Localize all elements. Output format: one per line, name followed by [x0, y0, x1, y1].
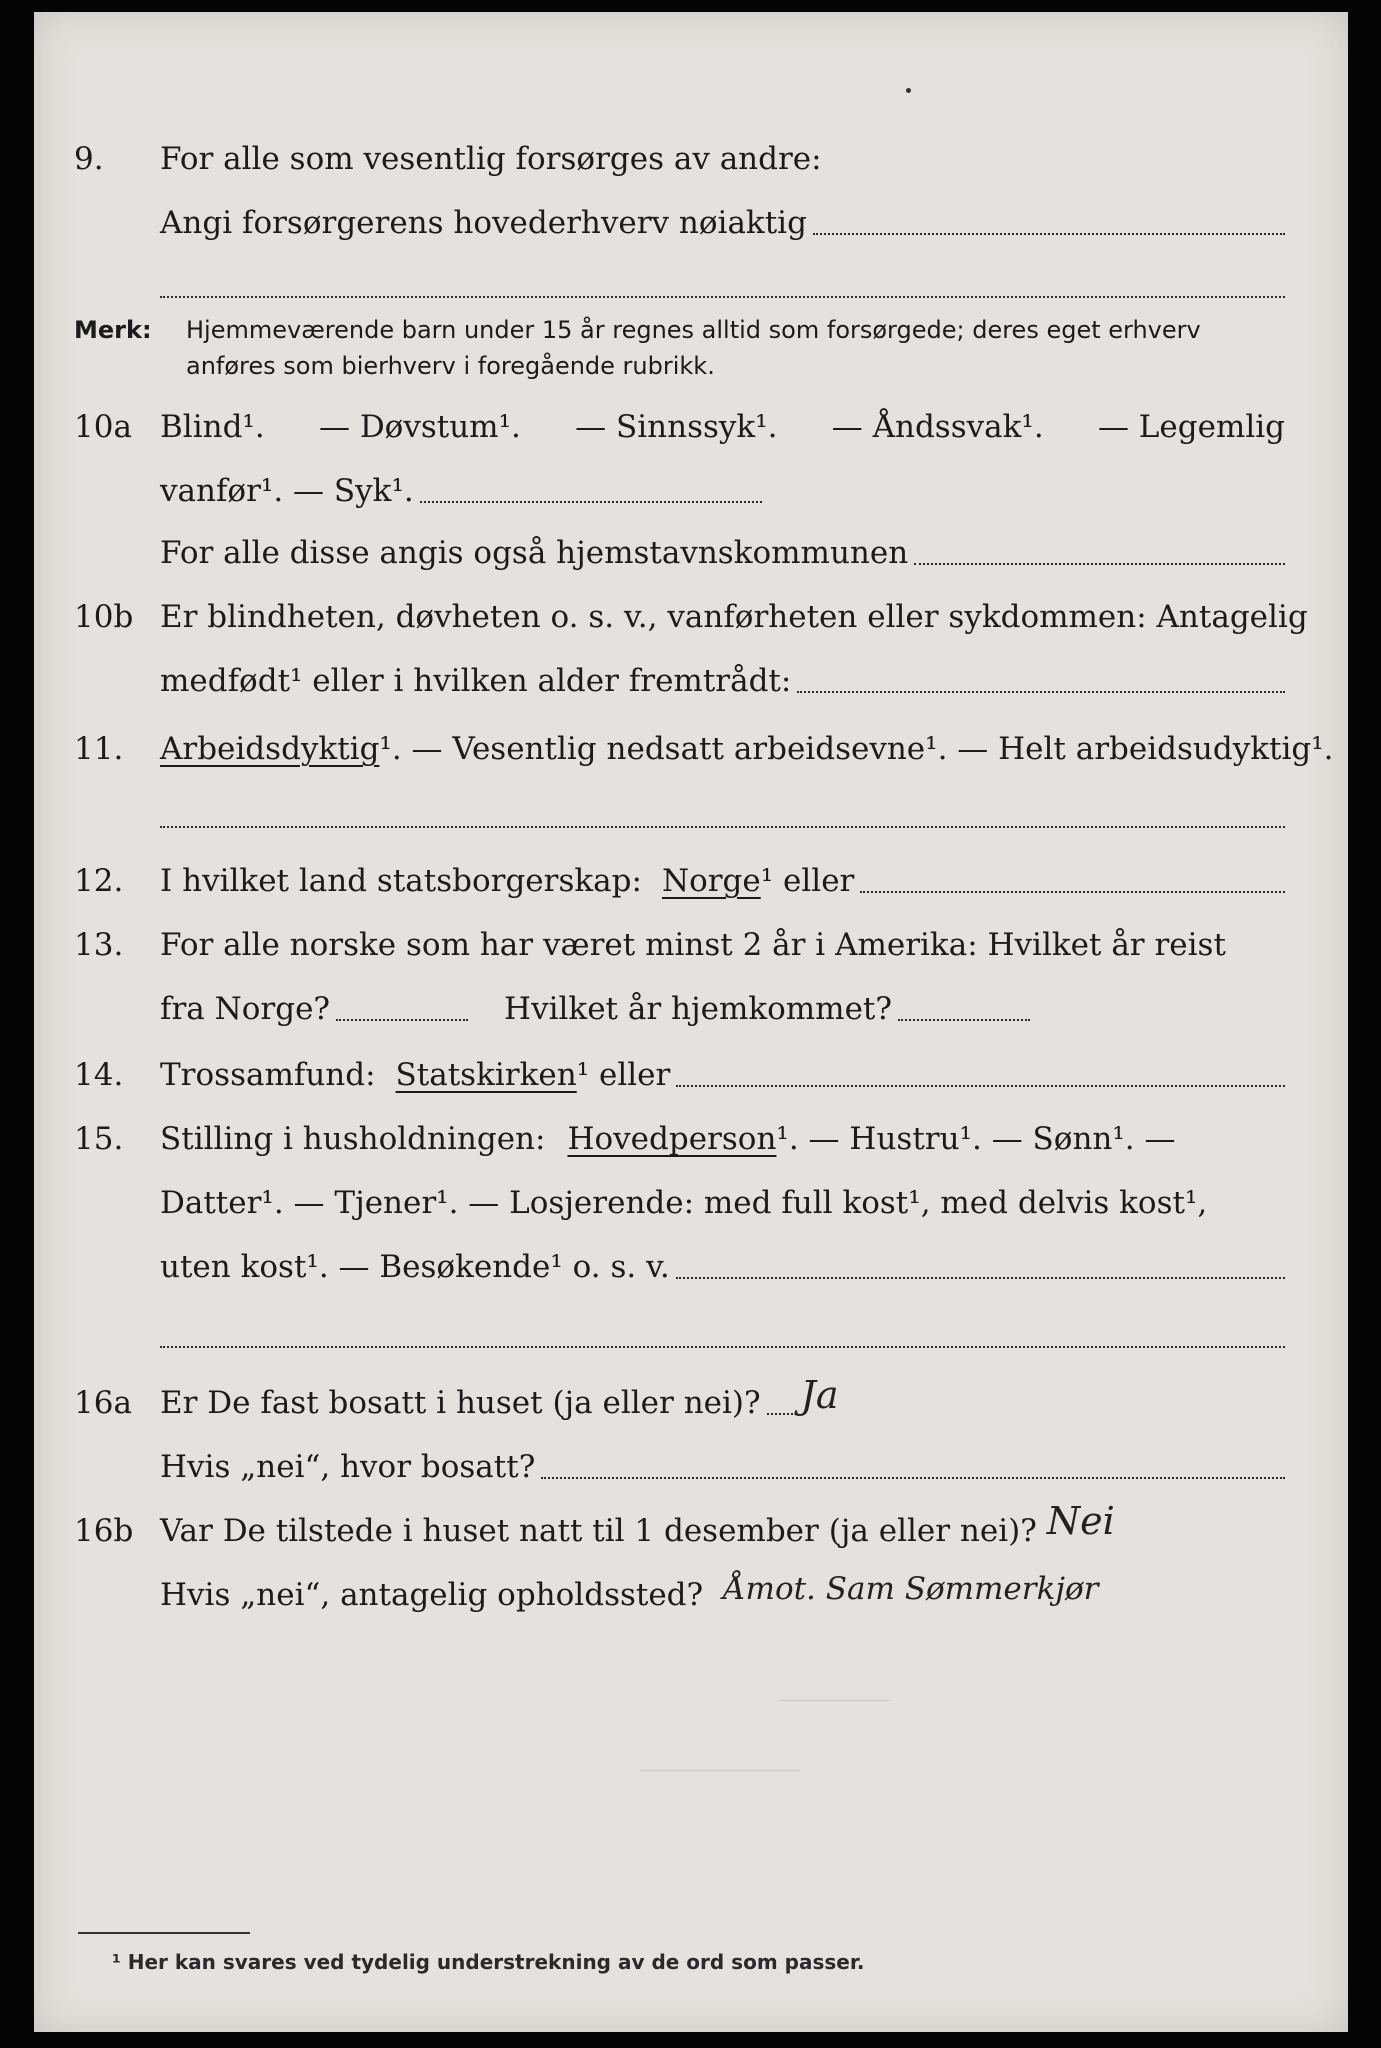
q9-extra-field[interactable]: [160, 296, 1285, 298]
q16a-text: Er De fast bosatt i huset (ja eller nei)?: [160, 1385, 761, 1421]
q9-text: For alle som vesentlig forsørges av andre:: [160, 141, 822, 177]
q13-hjemkommet-label: Hvilket år hjemkommet?: [504, 991, 893, 1027]
faint-mark: [640, 1770, 800, 1771]
q10b-line2: [160, 658, 1285, 704]
q14-line1: [160, 1052, 1285, 1098]
q12-number: 12.: [74, 863, 124, 899]
q13-hjemkommet-field[interactable]: [898, 1019, 1030, 1021]
q16a-answer-field[interactable]: [767, 1413, 797, 1415]
q10a-hjemstavn-field[interactable]: [914, 563, 1285, 565]
q11-number: 11.: [74, 731, 124, 767]
q15-rest1: ¹. — Hustru¹. — Sønn¹. —: [776, 1121, 1176, 1157]
q16a-text2: Hvis „nei“, hvor bosatt?: [160, 1449, 536, 1485]
q10a-dovstum: — Døvstum¹.: [318, 409, 521, 445]
q15-option-hovedperson[interactable]: Hovedperson: [567, 1121, 777, 1157]
q10a-sinnssyk: — Sinnssyk¹.: [575, 409, 778, 445]
q12-text: I hvilket land statsborgerskap:: [160, 863, 642, 899]
faint-mark: [780, 1700, 890, 1701]
q10b-text2: medfødt¹ eller i hvilken alder fremtrådt:: [160, 663, 792, 699]
q15-extra-field[interactable]: [160, 1346, 1285, 1348]
q9-number: 9.: [74, 141, 104, 177]
q10a-vanfor: vanfør¹. — Syk¹.: [160, 473, 414, 509]
q13-reist-label: fra Norge?: [160, 991, 331, 1027]
q12-line1: [160, 858, 1285, 904]
q13-line1: [160, 922, 1285, 968]
q16a-bosatt-field[interactable]: [541, 1477, 1285, 1479]
q10a-blind: Blind¹.: [160, 409, 265, 445]
q10a-line2: [160, 468, 1285, 514]
q15-line3: [160, 1244, 1285, 1290]
q10a-andssvak: — Åndssvak¹.: [831, 409, 1044, 445]
q10b-answer-field[interactable]: [797, 691, 1285, 693]
q10a-line3: [160, 530, 1285, 576]
q13-text: For alle norske som har været minst 2 år i Amerika: Hvilket år reist: [160, 927, 1226, 963]
q13-number: 13.: [74, 927, 124, 963]
q11-rest: ¹. — Vesentlig nedsatt arbeidsevne¹. — Helt arbeidsudyktig¹.: [379, 731, 1334, 767]
q15-text: Stilling i husholdningen:: [160, 1121, 546, 1157]
q16b-handwritten-place: Åmot. Sam Sømmerkjør: [723, 1571, 1099, 1607]
q11-option-arbeidsdyktig[interactable]: Arbeidsdyktig: [160, 731, 380, 767]
q15-text2: Datter¹. — Tjener¹. — Losjerende: med full kost¹, med delvis kost¹,: [160, 1185, 1208, 1221]
q15-line1: [160, 1116, 1285, 1162]
q12-option-norge[interactable]: Norge: [661, 863, 761, 899]
merk-line2: anføres som bierhverv i foregående rubrikk.: [186, 352, 715, 380]
q9-line1: [160, 136, 1285, 182]
footnote: ¹ Her kan svares ved tydelig understrekning av de ord som passer.: [112, 1950, 865, 1974]
q10b-number: 10b: [74, 599, 134, 635]
q16b-handwritten-answer: Nei: [1046, 1499, 1115, 1543]
merk-label: Merk:: [74, 316, 152, 344]
q10b-line1: [160, 594, 1308, 640]
q15-line2: [160, 1180, 1285, 1226]
q12-answer-field[interactable]: [860, 891, 1285, 893]
q9-text2: Angi forsørgerens hovederhverv nøiaktig: [160, 205, 807, 241]
q14-answer-field[interactable]: [676, 1085, 1285, 1087]
q16b-text2: Hvis „nei“, antagelig opholdssted?: [160, 1577, 704, 1613]
q12-eller: ¹ eller: [760, 863, 855, 899]
q16a-line2: [160, 1444, 1285, 1490]
merk-note: [74, 312, 1285, 392]
q13-line2: [160, 986, 1285, 1032]
q14-eller: ¹ eller: [576, 1057, 671, 1093]
q16b-number: 16b: [74, 1513, 134, 1549]
q10a-answer-field[interactable]: [420, 501, 762, 503]
q13-reist-field[interactable]: [336, 1019, 468, 1021]
q16a-line1: [160, 1373, 1285, 1426]
q11-extra-field[interactable]: [160, 826, 1285, 828]
q16b-line2: [160, 1572, 1285, 1618]
q10a-number: 10a: [74, 409, 132, 445]
q16a-number: 16a: [74, 1385, 132, 1421]
q16a-handwritten-answer: Ja: [800, 1373, 839, 1417]
q10b-text: Er blindheten, døvheten o. s. v., vanførheten eller sykdommen: Antagelig: [160, 599, 1308, 635]
q16b-text: Var De tilstede i huset natt til 1 desember (ja eller nei)?: [160, 1513, 1037, 1549]
q10a-line1: [160, 404, 1285, 450]
q14-option-statskirken[interactable]: Statskirken: [395, 1057, 577, 1093]
merk-line1: Hjemmeværende barn under 15 år regnes alltid som forsørgede; deres eget erhverv: [186, 316, 1201, 344]
q14-number: 14.: [74, 1057, 124, 1093]
q10a-legemlig: — Legemlig: [1097, 409, 1285, 445]
ink-speck: [906, 88, 911, 93]
q9-line2: [160, 200, 1285, 246]
q10a-hjemstavn: For alle disse angis også hjemstavnskommunen: [160, 535, 909, 571]
q16b-line1: [160, 1499, 1285, 1554]
q15-number: 15.: [74, 1121, 124, 1157]
q15-text3: uten kost¹. — Besøkende¹ o. s. v.: [160, 1249, 670, 1285]
q9-answer-field[interactable]: [813, 233, 1285, 235]
q15-answer-field[interactable]: [676, 1277, 1285, 1279]
q14-text: Trossamfund:: [160, 1057, 376, 1093]
footnote-rule: [78, 1932, 250, 1934]
q11-line1: [160, 726, 1334, 772]
